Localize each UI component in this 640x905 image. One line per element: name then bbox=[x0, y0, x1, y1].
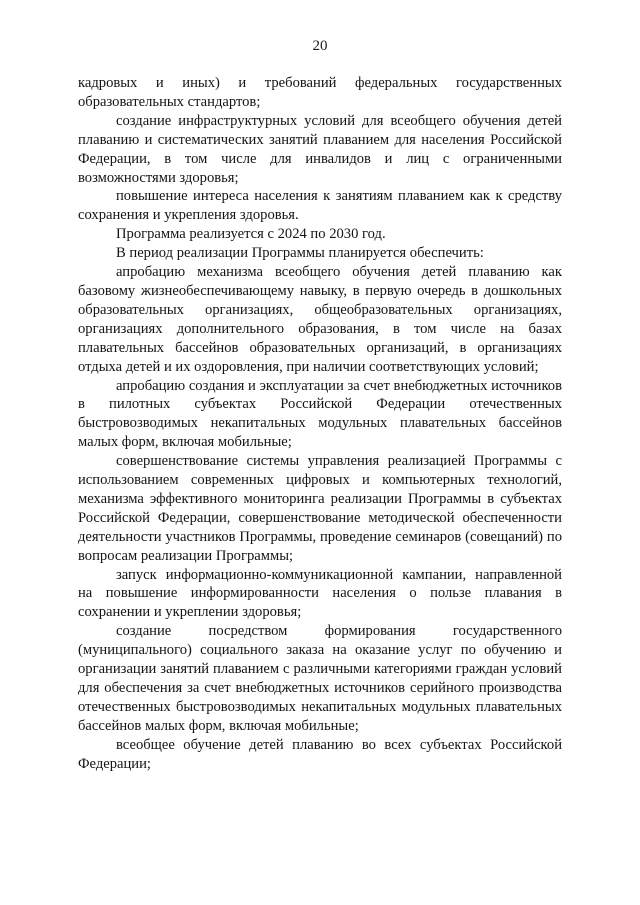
paragraph-management: совершенствование системы управления реализацией Программы с использованием современных цифровых и компьютерных технологий, механизма эффективного мониторинга реализации Программы в субъектах Российской Федерации, совершенствование методической обеспеченности деятельности участников Программы, проведение семинаров (совещаний) по вопросам реализации Программы; bbox=[78, 453, 562, 564]
document-body bbox=[78, 74, 562, 774]
paragraph-approbation-pools: апробацию создания и эксплуатации за счет внебюджетных источников в пилотных субъектах Российской Федерации отечественных быстровозводимых некапитальных модульных плавательных бассейнов малых форм, включая мобильные; bbox=[78, 377, 562, 451]
paragraph-campaign: запуск информационно-коммуникационной кампании, направленной на повышение информированности населения о пользе плавания в сохранении и укреплении здоровья; bbox=[78, 566, 562, 621]
paragraph-period: Программа реализуется с 2024 по 2030 год. bbox=[116, 226, 386, 243]
paragraph-plan-intro: В период реализации Программы планируется обеспечить: bbox=[116, 245, 484, 262]
paragraph-standards-end: кадровых и иных) и требований федеральных государственных образовательных стандартов; bbox=[78, 75, 562, 110]
paragraph-universal-training: всеобщее обучение детей плаванию во всех субъектах Российской Федерации; bbox=[78, 736, 562, 772]
page-number: 20 bbox=[312, 38, 328, 54]
paragraph-infrastructure: создание инфраструктурных условий для всеобщего обучения детей плаванию и систематических занятий плаванием для населения Российской Федерации, в том числе для инвалидов и лиц с ограниченными возможностями здоровья; bbox=[78, 112, 562, 186]
paragraph-social-order: создание посредством формирования государственного (муниципального) социального заказа на оказание услуг по обучению и организации занятий плаванием с различными категориями граждан условий для обеспечения за счет внебюджетных источников серийного производства отечественных быстровозводимых некапитальных модульных плавательных бассейнов малых форм, включая мобильные; bbox=[78, 623, 562, 734]
paragraph-interest: повышение интереса населения к занятиям плаванием как к средству сохранения и укрепления здоровья. bbox=[78, 188, 562, 224]
paragraph-approbation-training: апробацию механизма всеобщего обучения детей плаванию как базовому жизнеобеспечивающему навыку, в первую очередь в дошкольных образовательных организациях, общеобразовательных организациях, организациях дополнительного образования, в том числе на базах плавательных бассейнов образовательных организаций, в организациях отдыха детей и их оздоровления, при наличии соответствующих условий; bbox=[78, 264, 562, 375]
